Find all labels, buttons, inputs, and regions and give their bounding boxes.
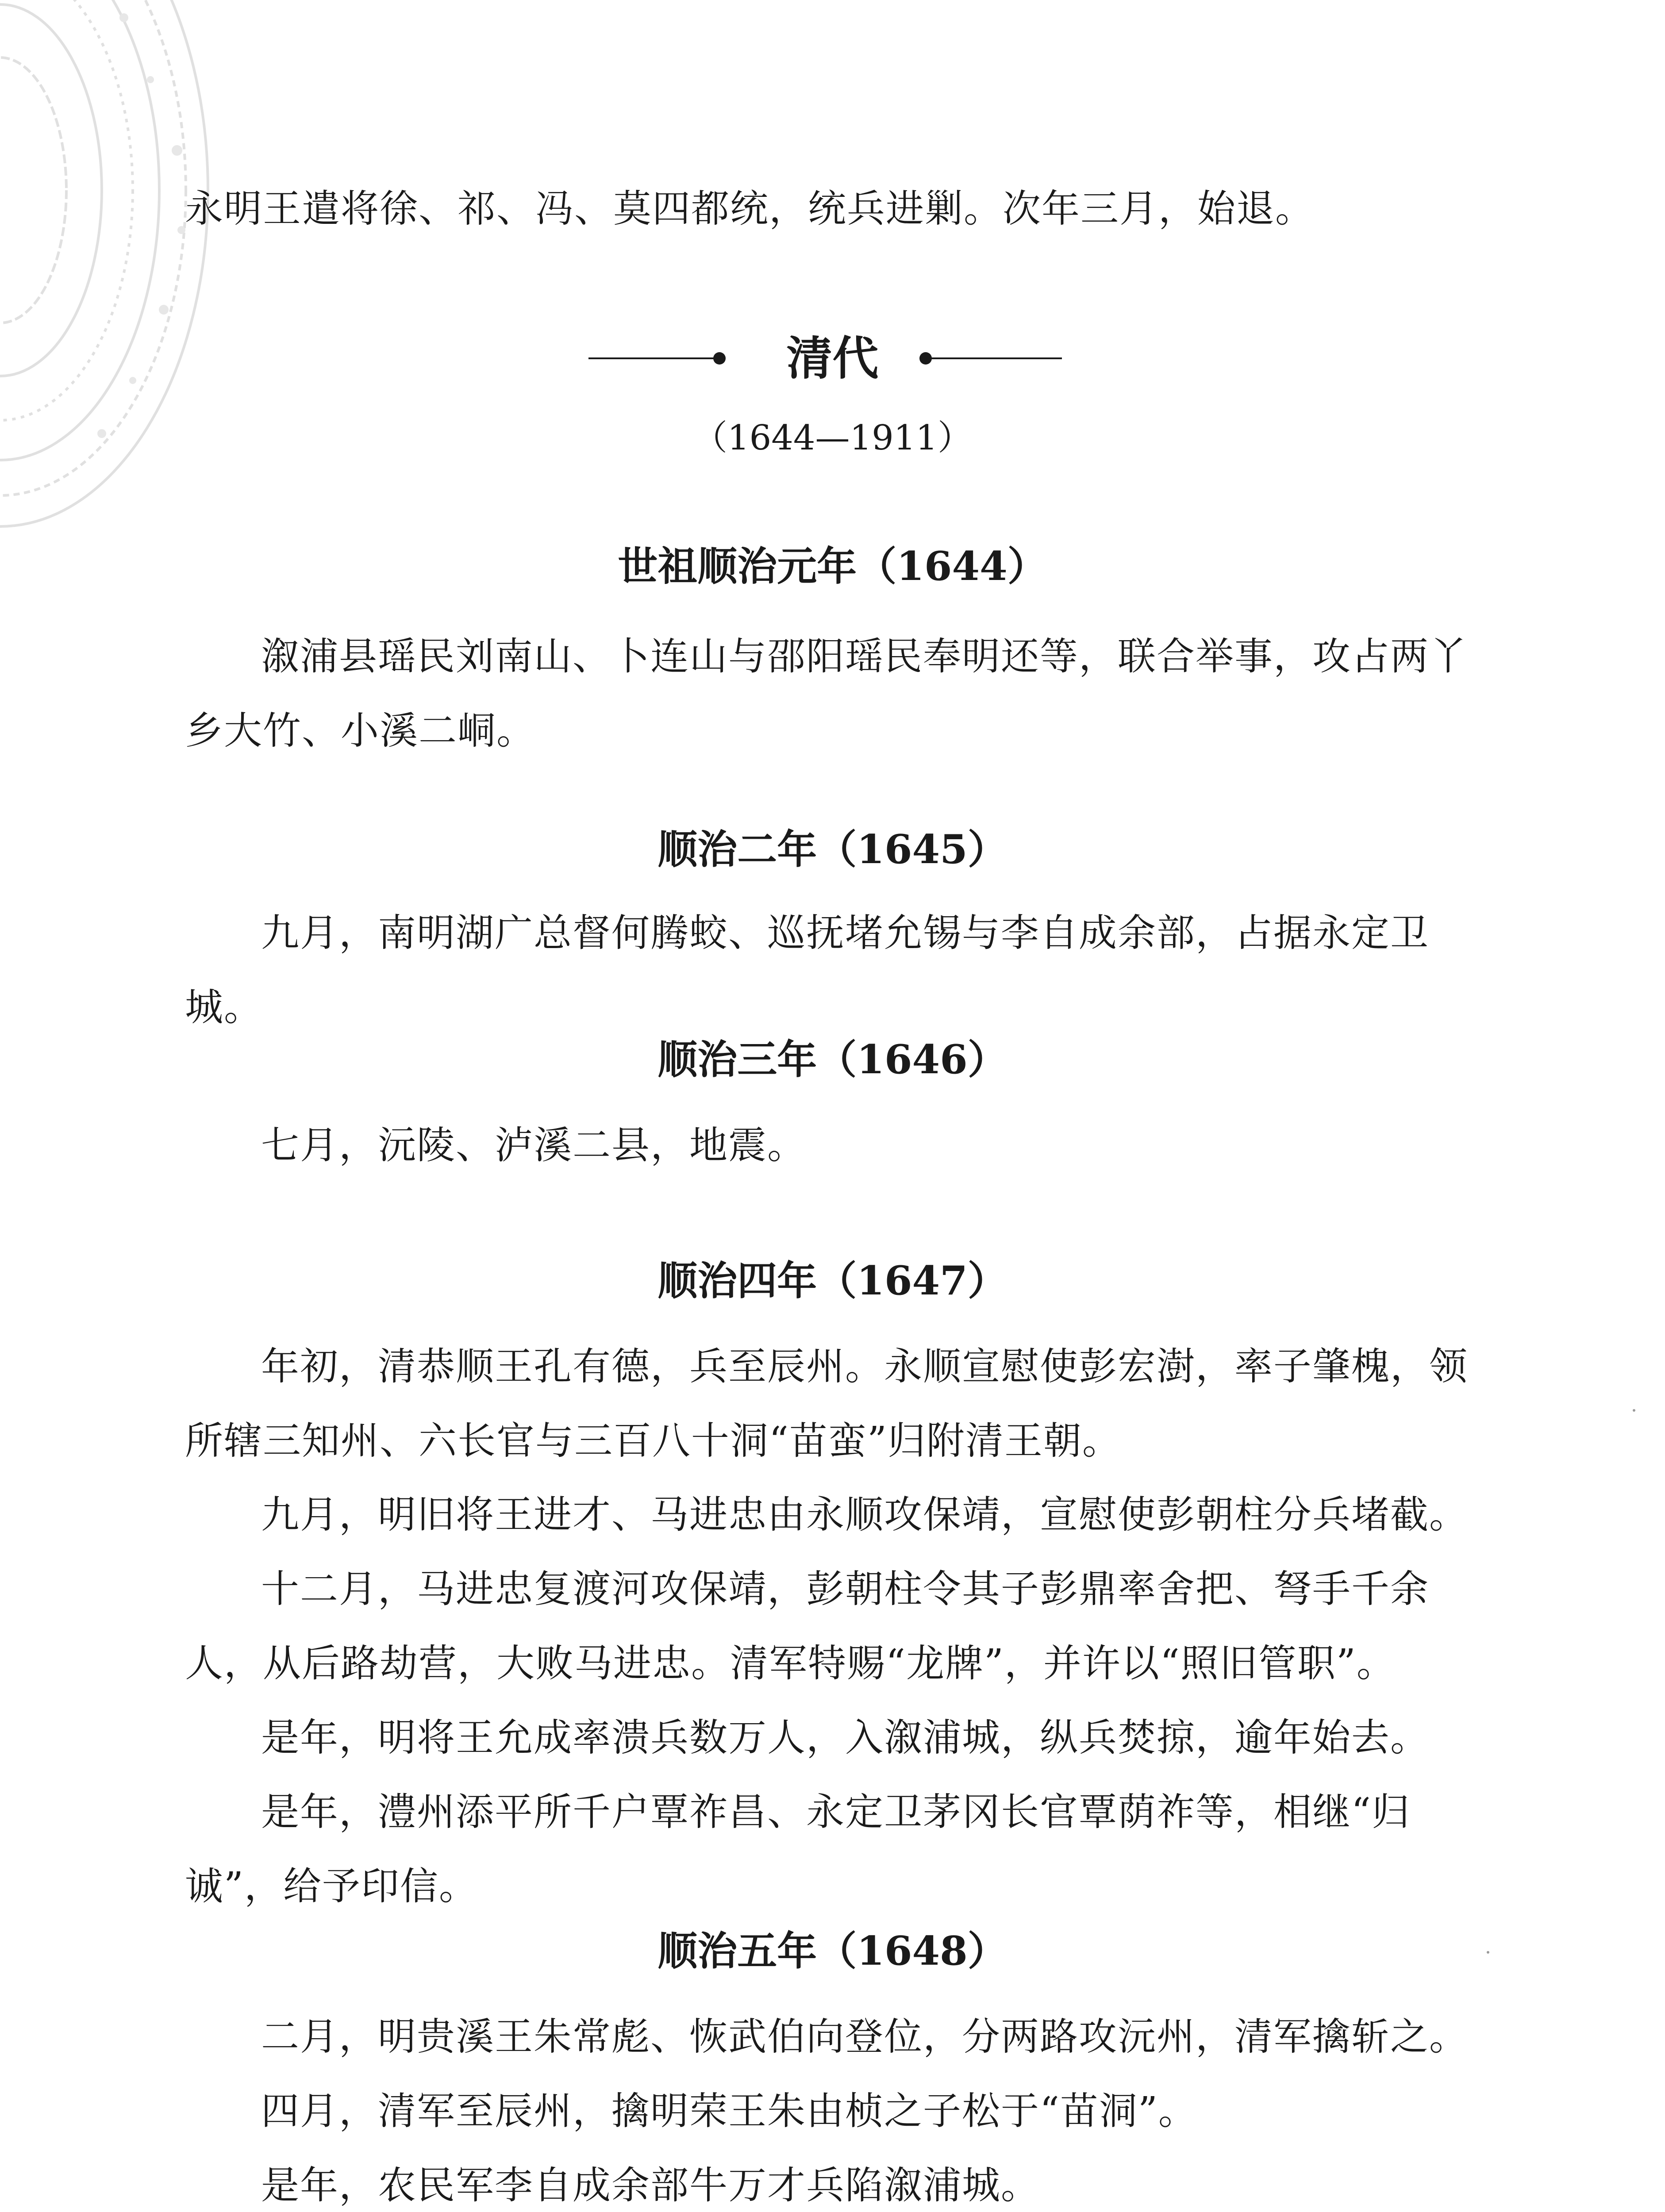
title-rule-right <box>929 357 1062 359</box>
year-heading: 顺治四年（1647） <box>658 1257 1007 1304</box>
entry-paragraph: 是年，明将王允成率溃兵数万人，入溆浦城，纵兵焚掠，逾年始去。 <box>261 1716 1429 1760</box>
entry-paragraph: 二月，明贵溪王朱常彪、恢武伯向登位，分两路攻沅州，清军擒斩之。 <box>261 2015 1468 2059</box>
entry-paragraph: 年初，清恭顺王孔有德，兵至辰州。永顺宣慰使彭宏澍，率子肇槐，领所辖三知州、六长官与三百八十洞“苗蛮”归附清王朝。 <box>185 1344 1468 1463</box>
year-heading: 顺治五年（1648） <box>658 1928 1007 1974</box>
continued-paragraph: 永明王遣将徐、祁、冯、莫四都统，统兵进剿。次年三月，始退。 <box>185 187 1314 231</box>
section-title: 清代 <box>786 331 879 385</box>
entry-paragraph: 七月，沅陵、泸溪二县，地震。 <box>261 1123 806 1167</box>
entry-paragraph: 九月，南明湖广总督何腾蛟、巡抚堵允锡与李自成余部，占据永定卫城。 <box>185 911 1429 1029</box>
scan-speck <box>1487 1951 1489 1954</box>
entry-paragraph: 是年，澧州添平所千户覃祚昌、永定卫茅冈长官覃荫祚等，相继“归诚”，给予印信。 <box>185 1790 1411 1909</box>
entry-paragraph: 四月，清军至辰州，擒明荣王朱由桢之子松于“苗洞”。 <box>261 2089 1197 2133</box>
year-heading: 世祖顺治元年（1644） <box>618 543 1047 590</box>
entry-paragraph: 九月，明旧将王进才、马进忠由永顺攻保靖，宣慰使彭朝柱分兵堵截。 <box>261 1493 1468 1537</box>
entry-paragraph: 是年，农民军李自成余部牛万才兵陷溆浦城。 <box>261 2163 1040 2208</box>
year-heading: 顺治二年（1645） <box>658 826 1007 873</box>
entry-paragraph: 溆浦县瑶民刘南山、卜连山与邵阳瑶民奉明还等，联合举事，攻占两丫乡大竹、小溪二峒。 <box>185 634 1468 753</box>
scan-speck <box>1633 1409 1635 1412</box>
period-range: （1644—1911） <box>692 418 972 458</box>
entry-paragraph: 十二月，马进忠复渡河攻保靖，彭朝柱令其子彭鼎率舍把、弩手千余人，从后路劫营，大败马进忠。清军特赐“龙牌”，并许以“照旧管职”。 <box>185 1567 1429 1686</box>
year-heading: 顺治三年（1646） <box>658 1036 1007 1083</box>
